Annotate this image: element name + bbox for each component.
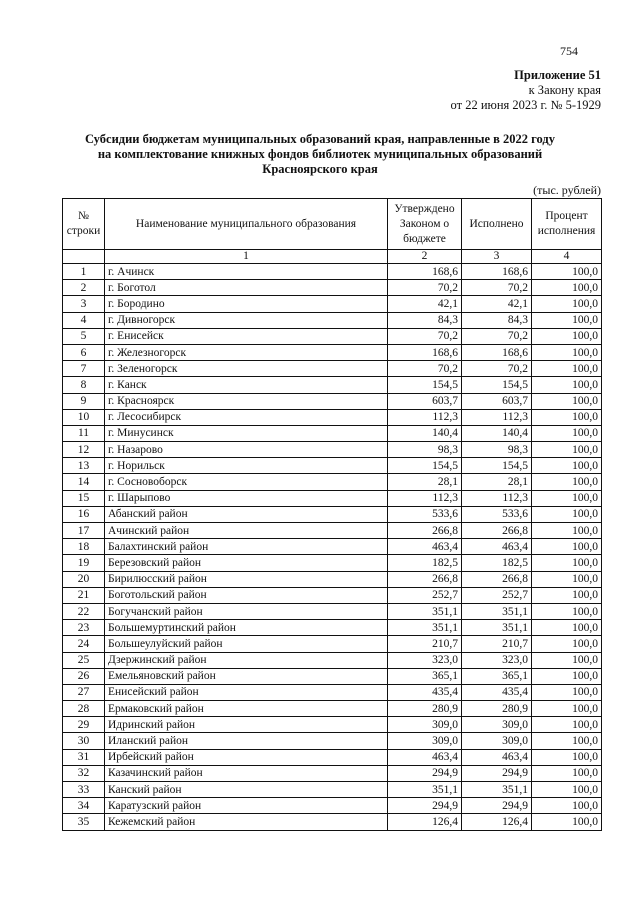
municipality-name-cell: Иланский район — [105, 733, 388, 749]
executed-amount-cell: 463,4 — [462, 749, 532, 765]
municipality-name-cell: г. Бородино — [105, 296, 388, 312]
header-executed: Исполнено — [462, 199, 532, 250]
municipality-name-cell: Абанский район — [105, 506, 388, 522]
table-row — [63, 409, 602, 425]
table-row — [63, 539, 602, 555]
table-row — [63, 717, 602, 733]
executed-amount-cell: 533,6 — [462, 506, 532, 522]
percent-cell: 100,0 — [532, 749, 602, 765]
percent-cell: 100,0 — [532, 474, 602, 490]
row-number-cell: 31 — [63, 749, 105, 765]
table-row — [63, 620, 602, 636]
row-number-cell: 12 — [63, 442, 105, 458]
header-row-number: № строки — [63, 199, 105, 250]
executed-amount-cell: 126,4 — [462, 814, 532, 830]
table-row — [63, 264, 602, 280]
municipality-name-cell: Ермаковский район — [105, 701, 388, 717]
municipality-name-cell: Казачинский район — [105, 765, 388, 781]
approved-amount-cell: 126,4 — [388, 814, 462, 830]
municipality-name-cell: Боготольский район — [105, 587, 388, 603]
row-number-cell: 24 — [63, 636, 105, 652]
municipality-name-cell: Кежемский район — [105, 814, 388, 830]
row-number-cell: 25 — [63, 652, 105, 668]
percent-cell: 100,0 — [532, 393, 602, 409]
approved-amount-cell: 351,1 — [388, 782, 462, 798]
table-row — [63, 328, 602, 344]
approved-amount-cell: 182,5 — [388, 555, 462, 571]
percent-cell: 100,0 — [532, 312, 602, 328]
title-line-1: Субсидии бюджетам муниципальных образований края, направленные в 2022 году — [84, 132, 556, 146]
table-body — [63, 264, 602, 831]
percent-cell: 100,0 — [532, 603, 602, 619]
row-number-cell: 8 — [63, 377, 105, 393]
percent-cell: 100,0 — [532, 620, 602, 636]
percent-cell: 100,0 — [532, 264, 602, 280]
executed-amount-cell: 42,1 — [462, 296, 532, 312]
approved-amount-cell: 280,9 — [388, 701, 462, 717]
table-row — [63, 603, 602, 619]
row-number-cell: 6 — [63, 344, 105, 360]
percent-cell: 100,0 — [532, 765, 602, 781]
row-number-cell: 4 — [63, 312, 105, 328]
executed-amount-cell: 168,6 — [462, 264, 532, 280]
table-row — [63, 636, 602, 652]
table-row — [63, 425, 602, 441]
approved-amount-cell: 98,3 — [388, 442, 462, 458]
executed-amount-cell: 98,3 — [462, 442, 532, 458]
table-row — [63, 490, 602, 506]
municipality-name-cell: г. Енисейск — [105, 328, 388, 344]
percent-cell: 100,0 — [532, 280, 602, 296]
executed-amount-cell: 266,8 — [462, 571, 532, 587]
header-percent: Процент исполнения — [532, 199, 602, 250]
municipality-name-cell: Идринский район — [105, 717, 388, 733]
municipality-name-cell: Каратузский район — [105, 798, 388, 814]
approved-amount-cell: 463,4 — [388, 749, 462, 765]
municipality-name-cell: Емельяновский район — [105, 668, 388, 684]
table-row — [63, 506, 602, 522]
municipality-name-cell: г. Лесосибирск — [105, 409, 388, 425]
percent-cell: 100,0 — [532, 425, 602, 441]
municipality-name-cell: Березовский район — [105, 555, 388, 571]
percent-cell: 100,0 — [532, 733, 602, 749]
percent-cell: 100,0 — [532, 539, 602, 555]
row-number-cell: 15 — [63, 490, 105, 506]
executed-amount-cell: 70,2 — [462, 361, 532, 377]
municipality-name-cell: Ачинский район — [105, 523, 388, 539]
row-number-cell: 35 — [63, 814, 105, 830]
municipality-name-cell: г. Назарово — [105, 442, 388, 458]
executed-amount-cell: 309,0 — [462, 733, 532, 749]
approved-amount-cell: 266,8 — [388, 571, 462, 587]
percent-cell: 100,0 — [532, 506, 602, 522]
municipality-name-cell: Балахтинский район — [105, 539, 388, 555]
table-row — [63, 361, 602, 377]
approved-amount-cell: 70,2 — [388, 280, 462, 296]
municipality-name-cell: Богучанский район — [105, 603, 388, 619]
row-number-cell: 7 — [63, 361, 105, 377]
executed-amount-cell: 154,5 — [462, 458, 532, 474]
approved-amount-cell: 42,1 — [388, 296, 462, 312]
approved-amount-cell: 140,4 — [388, 425, 462, 441]
executed-amount-cell: 266,8 — [462, 523, 532, 539]
percent-cell: 100,0 — [532, 458, 602, 474]
row-number-cell: 20 — [63, 571, 105, 587]
municipality-name-cell: Енисейский район — [105, 684, 388, 700]
executed-amount-cell: 210,7 — [462, 636, 532, 652]
approved-amount-cell: 28,1 — [388, 474, 462, 490]
title-line-2: на комплектование книжных фондов библиотек муниципальных образований — [97, 147, 543, 161]
executed-amount-cell: 70,2 — [462, 280, 532, 296]
row-number-cell: 5 — [63, 328, 105, 344]
table-row — [63, 798, 602, 814]
header-col-number-1: 1 — [105, 250, 388, 264]
row-number-cell: 14 — [63, 474, 105, 490]
row-number-cell: 26 — [63, 668, 105, 684]
table-row — [63, 782, 602, 798]
municipality-name-cell: г. Боготол — [105, 280, 388, 296]
municipality-name-cell: г. Сосновоборск — [105, 474, 388, 490]
percent-cell: 100,0 — [532, 377, 602, 393]
table-row — [63, 280, 602, 296]
executed-amount-cell: 435,4 — [462, 684, 532, 700]
document-title — [80, 132, 560, 177]
executed-amount-cell: 351,1 — [462, 603, 532, 619]
header-col-number-4: 4 — [532, 250, 602, 264]
table-row — [63, 733, 602, 749]
percent-cell: 100,0 — [532, 636, 602, 652]
table-row — [63, 377, 602, 393]
table-row — [63, 571, 602, 587]
row-number-cell: 10 — [63, 409, 105, 425]
table-row — [63, 701, 602, 717]
table-row — [63, 393, 602, 409]
percent-cell: 100,0 — [532, 684, 602, 700]
row-number-cell: 19 — [63, 555, 105, 571]
executed-amount-cell: 154,5 — [462, 377, 532, 393]
approved-amount-cell: 112,3 — [388, 409, 462, 425]
executed-amount-cell: 84,3 — [462, 312, 532, 328]
approved-amount-cell: 154,5 — [388, 377, 462, 393]
table-row — [63, 684, 602, 700]
municipality-name-cell: г. Норильск — [105, 458, 388, 474]
row-number-cell: 18 — [63, 539, 105, 555]
percent-cell: 100,0 — [532, 344, 602, 360]
row-number-cell: 27 — [63, 684, 105, 700]
row-number-cell: 30 — [63, 733, 105, 749]
municipality-name-cell: Дзержинский район — [105, 652, 388, 668]
header-municipality: Наименование муниципального образования — [105, 199, 388, 250]
executed-amount-cell: 28,1 — [462, 474, 532, 490]
approved-amount-cell: 70,2 — [388, 328, 462, 344]
percent-cell: 100,0 — [532, 409, 602, 425]
table-row — [63, 344, 602, 360]
municipality-name-cell: Канский район — [105, 782, 388, 798]
approved-amount-cell: 84,3 — [388, 312, 462, 328]
percent-cell: 100,0 — [532, 587, 602, 603]
approved-amount-cell: 323,0 — [388, 652, 462, 668]
approved-amount-cell: 168,6 — [388, 344, 462, 360]
executed-amount-cell: 463,4 — [462, 539, 532, 555]
table-row — [63, 814, 602, 830]
row-number-cell: 21 — [63, 587, 105, 603]
municipality-name-cell: г. Зеленогорск — [105, 361, 388, 377]
row-number-cell: 1 — [63, 264, 105, 280]
row-number-cell: 17 — [63, 523, 105, 539]
row-number-cell: 33 — [63, 782, 105, 798]
municipality-name-cell: г. Шарыпово — [105, 490, 388, 506]
municipality-name-cell: г. Красноярск — [105, 393, 388, 409]
executed-amount-cell: 365,1 — [462, 668, 532, 684]
percent-cell: 100,0 — [532, 490, 602, 506]
executed-amount-cell: 323,0 — [462, 652, 532, 668]
table-row — [63, 749, 602, 765]
municipality-name-cell: Ирбейский район — [105, 749, 388, 765]
percent-cell: 100,0 — [532, 782, 602, 798]
percent-cell: 100,0 — [532, 652, 602, 668]
approved-amount-cell: 168,6 — [388, 264, 462, 280]
executed-amount-cell: 294,9 — [462, 798, 532, 814]
executed-amount-cell: 351,1 — [462, 620, 532, 636]
approved-amount-cell: 252,7 — [388, 587, 462, 603]
executed-amount-cell: 182,5 — [462, 555, 532, 571]
executed-amount-cell: 168,6 — [462, 344, 532, 360]
municipality-name-cell: г. Ачинск — [105, 264, 388, 280]
table-row — [63, 458, 602, 474]
row-number-cell: 22 — [63, 603, 105, 619]
approved-amount-cell: 309,0 — [388, 733, 462, 749]
appendix-law: к Закону края — [528, 83, 601, 97]
units-note: (тыс. рублей) — [533, 183, 601, 197]
title-line-3: Красноярского края — [262, 162, 378, 176]
approved-amount-cell: 294,9 — [388, 798, 462, 814]
appendix-date: от 22 июня 2023 г. № 5-1929 — [450, 98, 601, 112]
approved-amount-cell: 266,8 — [388, 523, 462, 539]
percent-cell: 100,0 — [532, 555, 602, 571]
row-number-cell: 32 — [63, 765, 105, 781]
table-row — [63, 296, 602, 312]
executed-amount-cell: 309,0 — [462, 717, 532, 733]
table-row — [63, 312, 602, 328]
header-col-number-2: 2 — [388, 250, 462, 264]
header-approved: Утверждено Законом о бюджете — [388, 199, 462, 250]
percent-cell: 100,0 — [532, 717, 602, 733]
row-number-cell: 16 — [63, 506, 105, 522]
approved-amount-cell: 351,1 — [388, 603, 462, 619]
executed-amount-cell: 351,1 — [462, 782, 532, 798]
executed-amount-cell: 112,3 — [462, 409, 532, 425]
municipality-name-cell: Бирилюсский район — [105, 571, 388, 587]
row-number-cell: 28 — [63, 701, 105, 717]
percent-cell: 100,0 — [532, 701, 602, 717]
approved-amount-cell: 70,2 — [388, 361, 462, 377]
table-row — [63, 474, 602, 490]
table-row — [63, 765, 602, 781]
executed-amount-cell: 112,3 — [462, 490, 532, 506]
executed-amount-cell: 140,4 — [462, 425, 532, 441]
row-number-cell: 3 — [63, 296, 105, 312]
row-number-cell: 9 — [63, 393, 105, 409]
approved-amount-cell: 294,9 — [388, 765, 462, 781]
approved-amount-cell: 112,3 — [388, 490, 462, 506]
approved-amount-cell: 210,7 — [388, 636, 462, 652]
executed-amount-cell: 294,9 — [462, 765, 532, 781]
municipality-name-cell: г. Минусинск — [105, 425, 388, 441]
row-number-cell: 34 — [63, 798, 105, 814]
percent-cell: 100,0 — [532, 361, 602, 377]
percent-cell: 100,0 — [532, 523, 602, 539]
table-row — [63, 668, 602, 684]
subsidies-table — [62, 198, 602, 831]
percent-cell: 100,0 — [532, 571, 602, 587]
row-number-cell: 23 — [63, 620, 105, 636]
table-row — [63, 555, 602, 571]
percent-cell: 100,0 — [532, 296, 602, 312]
approved-amount-cell: 603,7 — [388, 393, 462, 409]
table-row — [63, 587, 602, 603]
appendix-title: Приложение 51 — [514, 68, 601, 82]
header-col-number-3: 3 — [462, 250, 532, 264]
approved-amount-cell: 533,6 — [388, 506, 462, 522]
executed-amount-cell: 70,2 — [462, 328, 532, 344]
executed-amount-cell: 603,7 — [462, 393, 532, 409]
percent-cell: 100,0 — [532, 442, 602, 458]
percent-cell: 100,0 — [532, 328, 602, 344]
page-number: 754 — [560, 44, 578, 58]
approved-amount-cell: 435,4 — [388, 684, 462, 700]
municipality-name-cell: Большеулуйский район — [105, 636, 388, 652]
municipality-name-cell: г. Канск — [105, 377, 388, 393]
appendix-reference — [451, 68, 601, 113]
executed-amount-cell: 252,7 — [462, 587, 532, 603]
executed-amount-cell: 280,9 — [462, 701, 532, 717]
row-number-cell: 29 — [63, 717, 105, 733]
municipality-name-cell: Большемуртинский район — [105, 620, 388, 636]
municipality-name-cell: г. Дивногорск — [105, 312, 388, 328]
row-number-cell: 2 — [63, 280, 105, 296]
approved-amount-cell: 463,4 — [388, 539, 462, 555]
municipality-name-cell: г. Железногорск — [105, 344, 388, 360]
approved-amount-cell: 351,1 — [388, 620, 462, 636]
row-number-cell: 11 — [63, 425, 105, 441]
approved-amount-cell: 154,5 — [388, 458, 462, 474]
percent-cell: 100,0 — [532, 798, 602, 814]
approved-amount-cell: 365,1 — [388, 668, 462, 684]
percent-cell: 100,0 — [532, 668, 602, 684]
approved-amount-cell: 309,0 — [388, 717, 462, 733]
percent-cell: 100,0 — [532, 814, 602, 830]
table-row — [63, 652, 602, 668]
row-number-cell: 13 — [63, 458, 105, 474]
table-row — [63, 523, 602, 539]
header-col-number-blank — [63, 250, 105, 264]
table-row — [63, 442, 602, 458]
